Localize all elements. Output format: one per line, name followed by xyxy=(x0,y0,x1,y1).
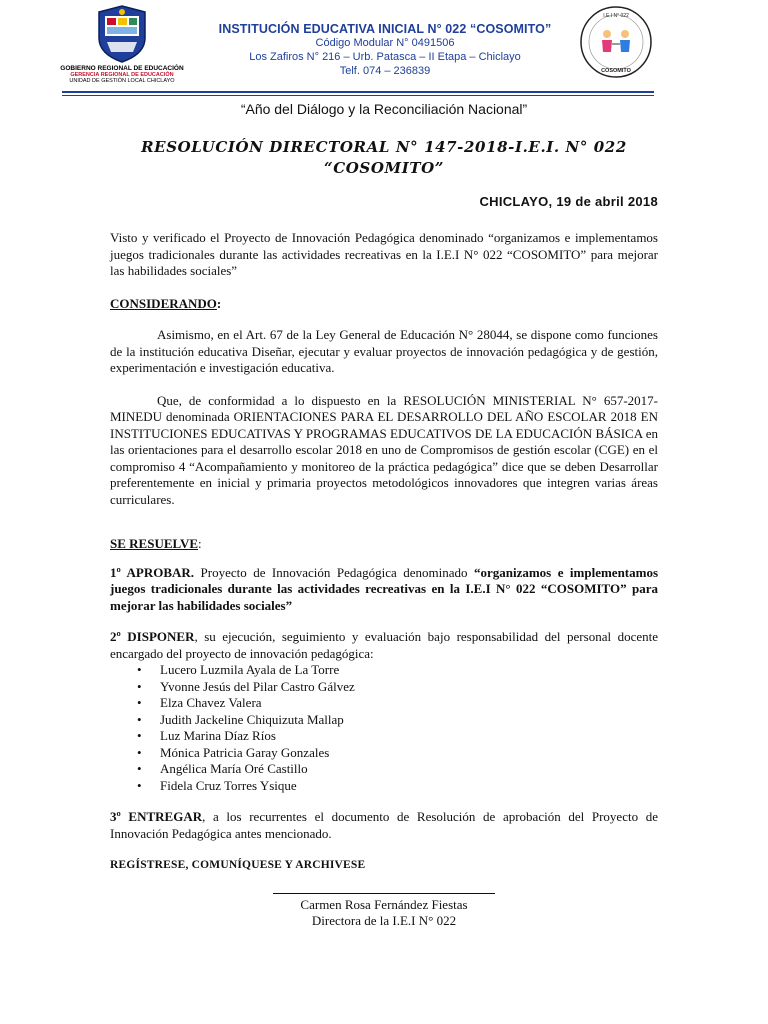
entregar-label: 3º ENTREGAR xyxy=(110,809,203,824)
disponer-text: , su ejecución, seguimiento y evaluación bajo responsabilidad del personal docente encargado del proyecto de innovación pedagógica: xyxy=(110,629,658,661)
list-item: • Luz Marina Díaz Ríos xyxy=(110,728,658,745)
emblem-bottom-text: COSOMITO xyxy=(601,68,631,74)
list-item: • Fidela Cruz Torres Ysique xyxy=(110,778,658,795)
project-name: “organizamos e implementamos juegos tradicionales durante las actividades recreativas en la I.E.I N° 022 “COSOMITO” para mejorar las habilidades sociales” xyxy=(110,564,659,613)
year-motto: “Año del Diálogo y la Reconciliación Nacional” xyxy=(240,101,528,117)
list-item: • Elza Chavez Valera xyxy=(110,695,658,712)
modular-code: Código Modular N° 0491506 xyxy=(315,37,455,49)
emblem-top-text: I.E.I N° 022 xyxy=(603,13,629,19)
signatory-name: Carmen Rosa Fernández Fiestas xyxy=(300,897,468,912)
considerando-para-1: Asimismo, en el Art. 67 de la Ley General de Educación N° 28044, se dispone como funciones de la institución educativa Diseñar, ejecutar y evaluar proyectos de innovación pedagógica y de gestión, experimentación e investigación educativa. xyxy=(110,327,658,375)
list-item: • Mónica Patricia Garay Gonzales xyxy=(110,745,658,762)
signature-block xyxy=(273,893,495,929)
considerando-heading: CONSIDERANDO: xyxy=(110,295,222,311)
header-divider-thin xyxy=(62,95,654,96)
institution-name: INSTITUCIÓN EDUCATIVA INICIAL N° 022 “COSOMITO” xyxy=(218,22,552,36)
cosomito-logo xyxy=(578,4,654,80)
list-item: • Judith Jackeline Chiquizuta Mallap xyxy=(110,712,658,729)
list-item: • Yvonne Jesús del Pilar Castro Gálvez xyxy=(110,679,658,696)
resolution-title-line1: RESOLUCIÓN DIRECTORAL N° 147-2018-I.E.I. N° 022 xyxy=(141,138,627,156)
letterhead xyxy=(0,0,768,100)
closing-formula: REGÍSTRESE, COMUNÍQUESE Y ARCHIVESE xyxy=(110,859,366,871)
resuelve-item-2 xyxy=(110,629,658,662)
header-divider xyxy=(62,91,654,93)
school-emblem-icon xyxy=(578,4,654,80)
document-date: CHICLAYO, 19 de abril 2018 xyxy=(479,194,658,209)
regional-government-logo xyxy=(60,4,184,84)
resuelve-heading: SE RESUELVE: xyxy=(110,536,202,551)
signatory-role: Directora de la I.E.I N° 022 xyxy=(311,913,457,928)
signature-line xyxy=(273,893,495,894)
institution-header xyxy=(200,22,570,78)
address: Los Zafiros N° 216 – Urb. Patasca – II Etapa – Chiclayo xyxy=(249,51,521,63)
gov-line-1: GOBIERNO REGIONAL DE EDUCACIÓN xyxy=(60,65,184,72)
document-body xyxy=(110,230,658,874)
resuelve-item-1 xyxy=(110,565,658,615)
considerando-para-2: Que, de conformidad a lo dispuesto en la RESOLUCIÓN MINISTERIAL N° 657-2017-MINEDU denominada ORIENTACIONES PARA EL DESARROLLO DEL AÑO ESCOLAR 2018 EN INSTITUCIONES EDUCATIVAS Y PROGRAMAS EDUCATIVOS DE LA EDUCACIÓN BÁSICA en las orientaciones para el desarrollo escolar 2018 en uno de Compromisos de gestión escolar (CGE) en el compromiso 4 “Acompañamiento y monitoreo de la práctica pedagógica” dice que se deben Desarrollar preferentemente en inicial y primaria proyectos metodológicos innovadores que integren varias áreas curriculares. xyxy=(110,392,658,507)
list-item: • Lucero Luzmila Ayala de La Torre xyxy=(110,662,658,679)
gov-line-3: UNIDAD DE GESTIÓN LOCAL CHICLAYO xyxy=(69,78,175,84)
aprobar-text: Proyecto de Innovación Pedagógica denominado xyxy=(200,564,468,580)
considerando-label: CONSIDERANDO xyxy=(110,295,217,311)
resolution-title-line2: “COSOMITO” xyxy=(323,159,444,177)
aprobar-label: 1º APROBAR. xyxy=(110,564,195,580)
list-item: • Angélica María Oré Castillo xyxy=(110,761,658,778)
resolution-title xyxy=(0,137,768,179)
disponer-label: 2º DISPONER xyxy=(110,629,195,644)
entregar-text: , a los recurrentes el documento de Resolución de aprobación del Proyecto de Innovación Pedagógica antes mencionado. xyxy=(110,809,658,841)
gov-line-2: GERENCIA REGIONAL DE EDUCACIÓN xyxy=(70,72,174,78)
resuelve-label: SE RESUELVE xyxy=(110,536,199,551)
phone: Telf. 074 – 236839 xyxy=(339,65,431,77)
teacher-list xyxy=(110,662,658,794)
coat-of-arms-icon xyxy=(93,4,151,64)
visto-paragraph: Visto y verificado el Proyecto de Innovación Pedagógica denominado “organizamos e implementamos juegos tradicionales durante las actividades recreativas en la I.E.I N° 022 “COSOMITO” para mejorar las habilidades sociales” xyxy=(110,230,658,278)
resuelve-item-3 xyxy=(110,809,658,842)
